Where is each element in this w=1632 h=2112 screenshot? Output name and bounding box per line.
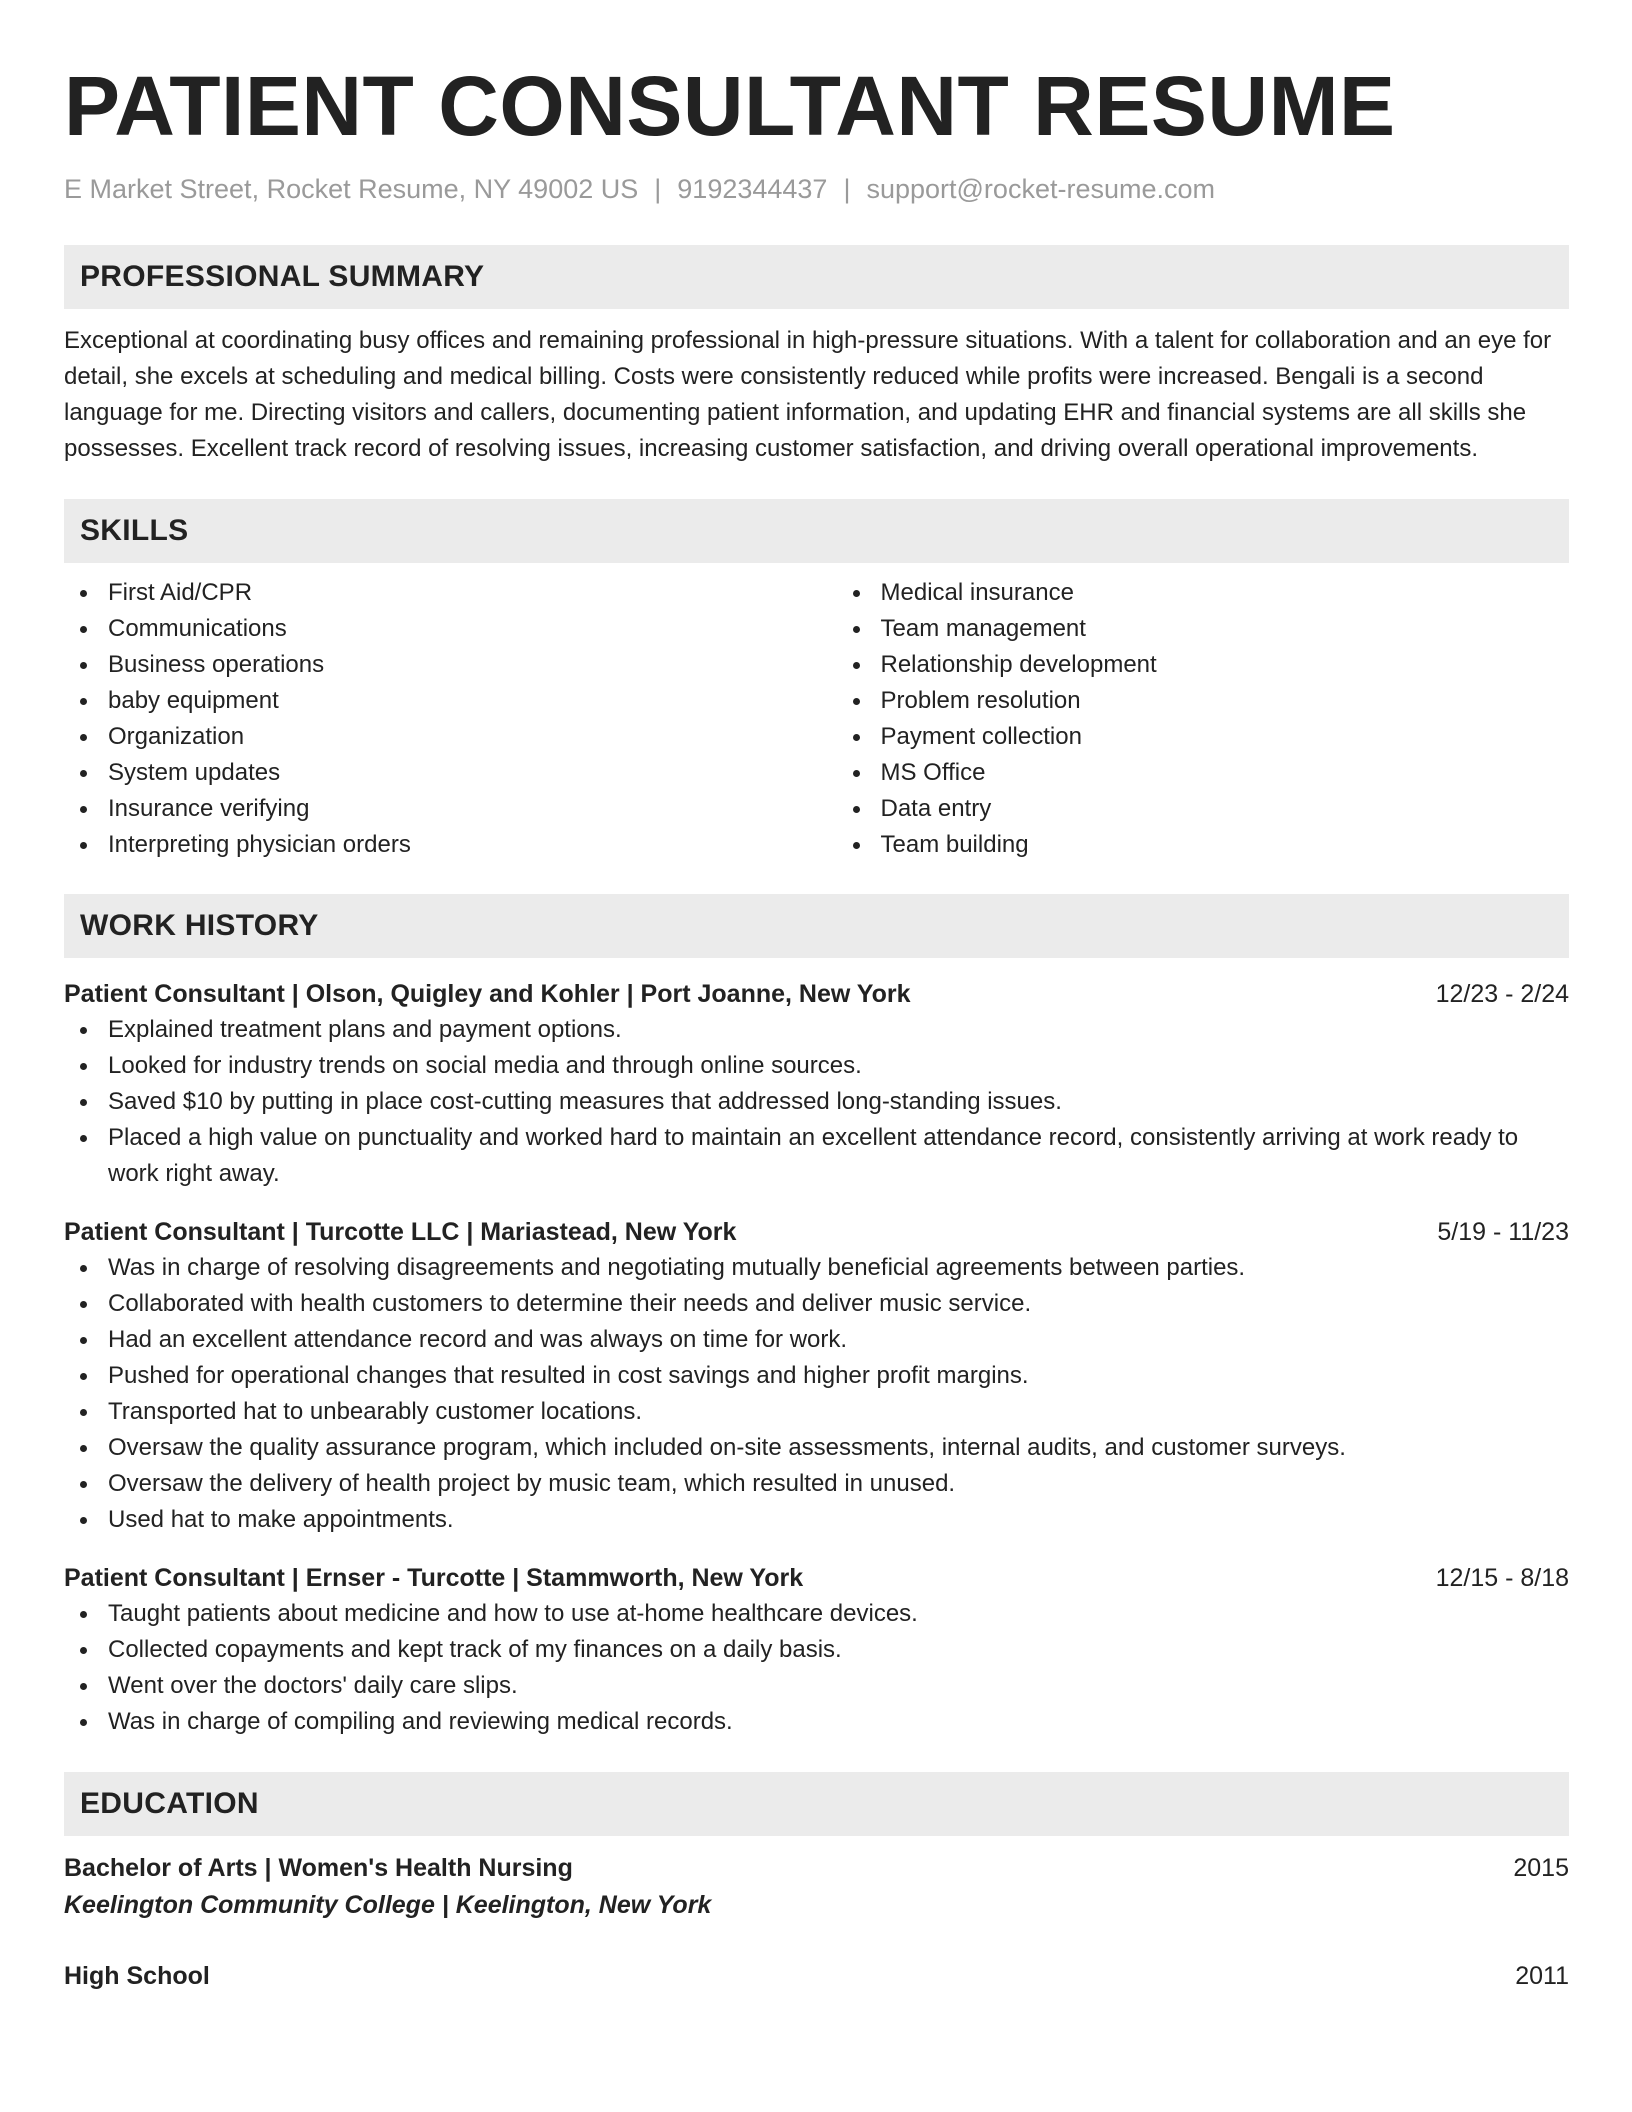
- job-bullet: Used hat to make appointments.: [64, 1502, 1569, 1538]
- skill-item: Medical insurance: [837, 575, 1570, 611]
- job-entry: [64, 976, 1569, 1192]
- job-bullet: Oversaw the delivery of health project by music team, which resulted in unused.: [64, 1466, 1569, 1502]
- skill-item: Team building: [837, 827, 1570, 863]
- skill-item: baby equipment: [64, 683, 797, 719]
- education-degree: High School: [64, 1962, 210, 1990]
- job-bullets: [64, 1596, 1569, 1740]
- education-year: 2015: [1513, 1854, 1569, 1882]
- job-bullet: Had an excellent attendance record and was always on time for work.: [64, 1322, 1569, 1358]
- job-bullet: Taught patients about medicine and how to use at-home healthcare devices.: [64, 1596, 1569, 1632]
- skill-item: Relationship development: [837, 647, 1570, 683]
- contact-separator: |: [843, 174, 851, 204]
- skill-item: Payment collection: [837, 719, 1570, 755]
- skill-item: MS Office: [837, 755, 1570, 791]
- skill-item: Team management: [837, 611, 1570, 647]
- job-bullets: [64, 1012, 1569, 1192]
- contact-email: support@rocket-resume.com: [866, 174, 1215, 204]
- skills-list: [64, 575, 1569, 863]
- job-header: [64, 976, 1569, 1012]
- skill-item: Interpreting physician orders: [64, 827, 797, 863]
- job-date: 12/23 - 2/24: [1435, 980, 1569, 1008]
- education-entry: [64, 1958, 1569, 1994]
- job-bullets: [64, 1250, 1569, 1538]
- section-header-summary: PROFESSIONAL SUMMARY: [64, 245, 1569, 309]
- skills-column-right: [837, 575, 1570, 863]
- education-header: [64, 1958, 1569, 1994]
- skill-item: First Aid/CPR: [64, 575, 797, 611]
- job-entry: [64, 1214, 1569, 1538]
- education-degree: Bachelor of Arts | Women's Health Nursing: [64, 1854, 573, 1882]
- skill-item: Organization: [64, 719, 797, 755]
- contact-line: [64, 172, 1569, 206]
- education-entry: [64, 1850, 1569, 1924]
- job-bullet: Collaborated with health customers to determine their needs and deliver music service.: [64, 1286, 1569, 1322]
- job-entry: [64, 1560, 1569, 1740]
- summary-text: Exceptional at coordinating busy offices and remaining professional in high-pressure situations. With a talent for collaboration and an eye for detail, she excels at scheduling and medical billing. Costs were consistently reduced while profits were increased. Bengali is a second language for me. Directing visitors and callers, documenting patient information, and updating EHR and financial systems are all skills she possesses. Excellent track record of resolving issues, increasing customer satisfaction, and driving overall operational improvements.: [64, 327, 1552, 462]
- job-bullet: Was in charge of resolving disagreements and negotiating mutually beneficial agreements between parties.: [64, 1250, 1569, 1286]
- section-header-work-history: WORK HISTORY: [64, 894, 1569, 958]
- job-title: Patient Consultant | Turcotte LLC | Mariastead, New York: [64, 1218, 737, 1246]
- job-title: Patient Consultant | Olson, Quigley and Kohler | Port Joanne, New York: [64, 980, 911, 1008]
- job-bullet: Pushed for operational changes that resulted in cost savings and higher profit margins.: [64, 1358, 1569, 1394]
- skills-column-left: [64, 575, 797, 863]
- job-bullet: Transported hat to unbearably customer locations.: [64, 1394, 1569, 1430]
- skill-item: System updates: [64, 755, 797, 791]
- job-bullet: Explained treatment plans and payment options.: [64, 1012, 1569, 1048]
- job-header: [64, 1560, 1569, 1596]
- job-date: 5/19 - 11/23: [1437, 1218, 1569, 1246]
- contact-address: E Market Street, Rocket Resume, NY 49002 US: [64, 174, 639, 204]
- job-title: Patient Consultant | Ernser - Turcotte | Stammworth, New York: [64, 1564, 804, 1592]
- job-bullet: Was in charge of compiling and reviewing medical records.: [64, 1704, 1569, 1740]
- job-bullet: Placed a high value on punctuality and worked hard to maintain an excellent attendance record, consistently arriving at work ready to work right away.: [64, 1120, 1569, 1192]
- contact-phone: 9192344437: [677, 174, 828, 204]
- skill-item: Data entry: [837, 791, 1570, 827]
- job-bullet: Saved $10 by putting in place cost-cutting measures that addressed long-standing issues.: [64, 1084, 1569, 1120]
- job-bullet: Looked for industry trends on social media and through online sources.: [64, 1048, 1569, 1084]
- job-bullet: Collected copayments and kept track of my finances on a daily basis.: [64, 1632, 1569, 1668]
- job-bullet: Oversaw the quality assurance program, which included on-site assessments, internal audits, and customer surveys.: [64, 1430, 1569, 1466]
- skill-item: Communications: [64, 611, 797, 647]
- skill-item: Insurance verifying: [64, 791, 797, 827]
- education-header: [64, 1850, 1569, 1886]
- resume-title: PATIENT CONSULTANT RESUME: [64, 59, 1396, 153]
- contact-separator: |: [654, 174, 662, 204]
- skill-item: Problem resolution: [837, 683, 1570, 719]
- education-year: 2011: [1515, 1962, 1569, 1990]
- section-header-education: EDUCATION: [64, 1772, 1569, 1836]
- section-header-skills: SKILLS: [64, 499, 1569, 563]
- job-bullet: Went over the doctors' daily care slips.: [64, 1668, 1569, 1704]
- skill-item: Business operations: [64, 647, 797, 683]
- education-school: Keelington Community College | Keelington, New York: [64, 1891, 712, 1919]
- job-date: 12/15 - 8/18: [1435, 1564, 1569, 1592]
- job-header: [64, 1214, 1569, 1250]
